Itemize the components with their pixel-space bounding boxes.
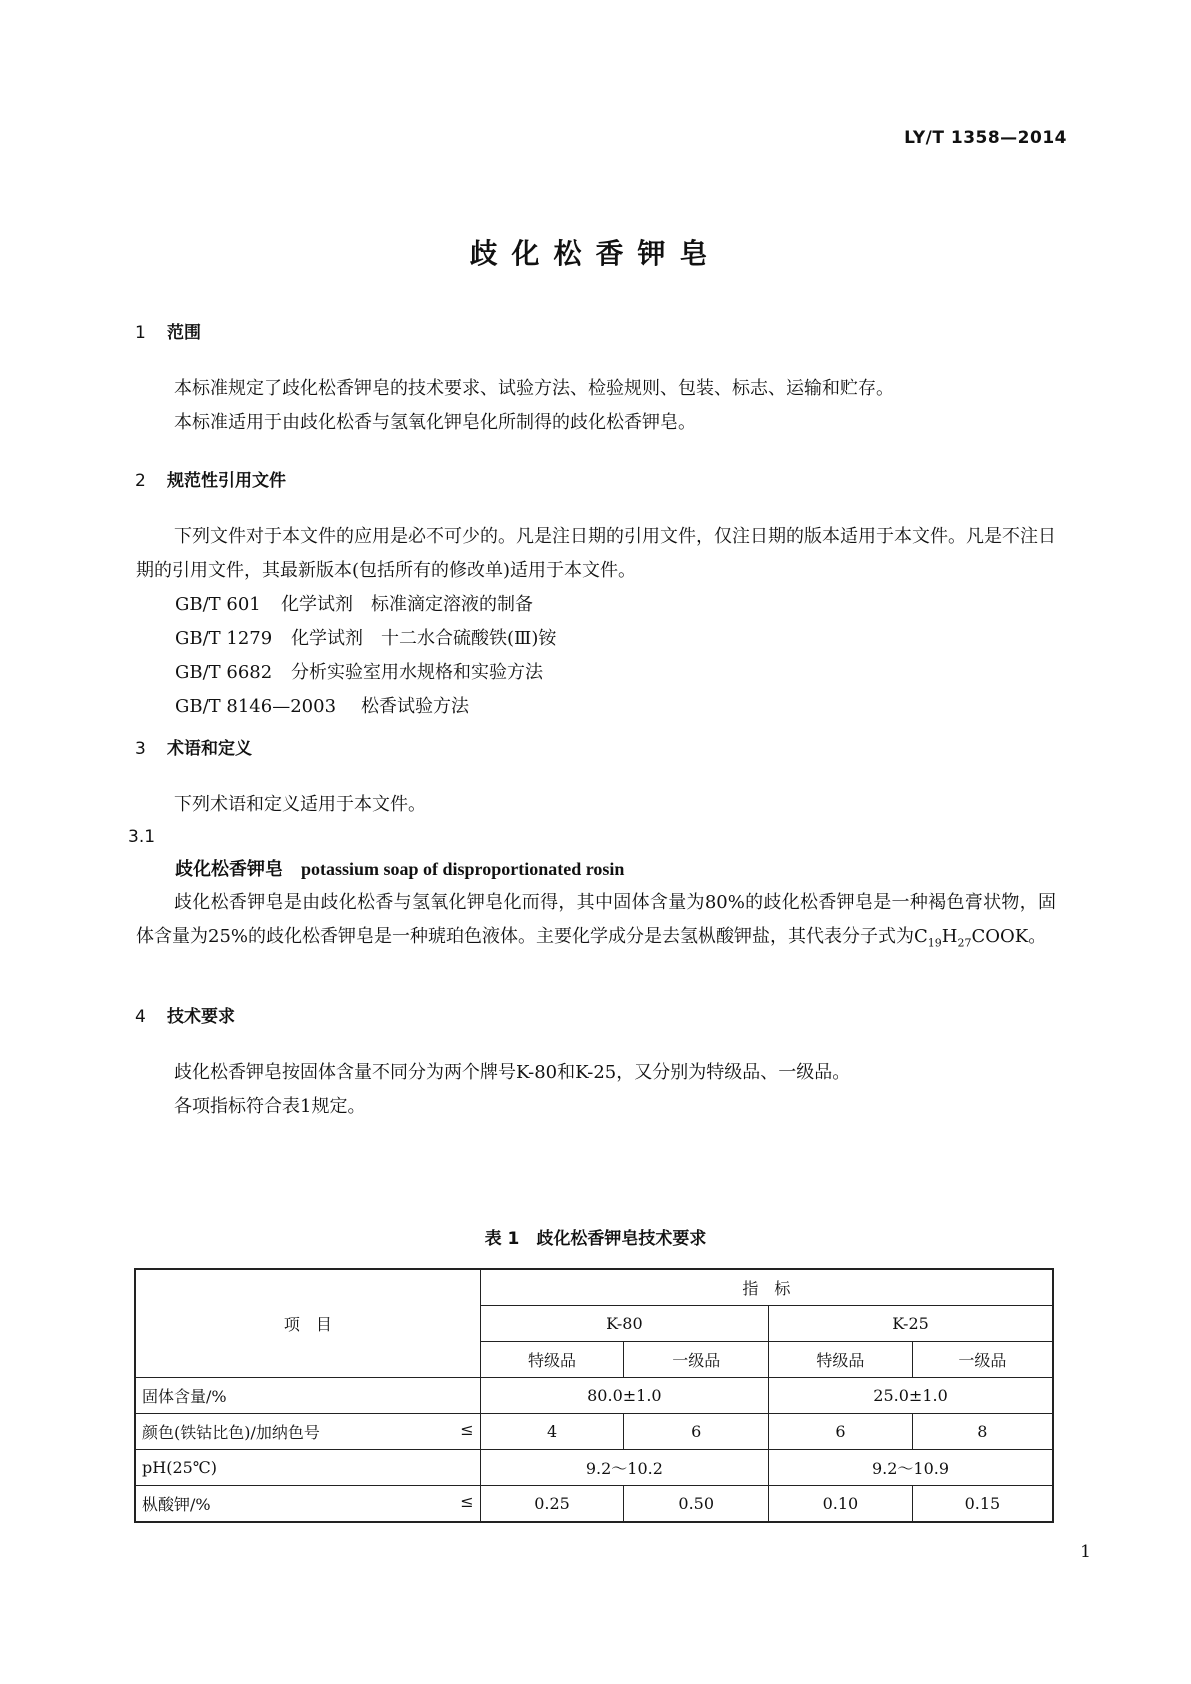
cell-value: 0.10 — [769, 1486, 913, 1523]
section-2-heading — [135, 466, 286, 491]
header-grade: 一级品 — [624, 1342, 769, 1378]
section-2-body — [136, 520, 1056, 588]
reference-item — [175, 690, 556, 724]
section-number: 4 — [135, 1007, 146, 1027]
cell-value: 80.0±1.0 — [480, 1378, 768, 1414]
table-header-row — [135, 1269, 1053, 1306]
term-english: potassium soap of disproportionated rosin — [301, 859, 625, 879]
header-k25: K-25 — [769, 1306, 1053, 1342]
cell-value: 0.25 — [480, 1486, 624, 1523]
paragraph: 下列文件对于本文件的应用是必不可少的。凡是注日期的引用文件，仅注日期的版本适用于本文件。凡是不注日期的引用文件，其最新版本(包括所有的修改单)适用于本文件。 — [136, 526, 1056, 581]
reference-name: 分析实验室用水规格和实验方法 — [291, 662, 543, 683]
paragraph: 各项指标符合表1规定。 — [174, 1096, 366, 1117]
paragraph: 本标准规定了歧化松香钾皂的技术要求、试验方法、检验规则、包装、标志、运输和贮存。 — [174, 378, 894, 399]
section-title: 技术要求 — [167, 1007, 235, 1027]
formula-subscript: 27 — [957, 936, 972, 950]
header-k80: K-80 — [480, 1306, 768, 1342]
header-index: 指 标 — [480, 1269, 1053, 1306]
reference-code: GB/T 8146—2003 — [175, 696, 337, 717]
term-definition — [136, 886, 1056, 961]
leq-symbol: ≤ — [460, 1492, 474, 1511]
row-label: 颜色(铁钴比色)/加纳色号 — [142, 1423, 320, 1442]
section-4-heading — [135, 1002, 235, 1027]
reference-name: 松香试验方法 — [361, 696, 469, 717]
paragraph: 本标准适用于由歧化松香与氢氧化钾皂化所制得的歧化松香钾皂。 — [174, 412, 696, 433]
spec-table — [134, 1268, 1054, 1523]
row-label: pH(25℃) — [135, 1450, 480, 1486]
paragraph: 歧化松香钾皂按固体含量不同分为两个牌号K-80和K-25，又分别为特级品、一级品。 — [174, 1062, 851, 1083]
table-row — [135, 1378, 1053, 1414]
leq-symbol: ≤ — [460, 1420, 474, 1439]
reference-name: 化学试剂 标准滴定溶液的制备 — [281, 594, 533, 615]
section-title: 术语和定义 — [167, 739, 252, 759]
row-label: 枞酸钾/% — [142, 1495, 211, 1514]
definition-text: 歧化松香钾皂是由歧化松香与氢氧化钾皂化而得，其中固体含量为80%的歧化松香钾皂是一种褐色膏状物，固体含量为25%的歧化松香钾皂是一种琥珀色液体。主要化学成分是去氢枞酸钾盐，其代表分子式为C — [136, 892, 1056, 947]
row-label-cell — [135, 1486, 480, 1523]
cell-value: 0.15 — [912, 1486, 1053, 1523]
cell-value: 25.0±1.0 — [769, 1378, 1053, 1414]
term-chinese: 歧化松香钾皂 — [175, 859, 283, 880]
reference-item — [175, 622, 556, 656]
section-1-heading — [135, 318, 201, 343]
section-1-body — [136, 372, 1056, 440]
cell-value: 6 — [769, 1414, 913, 1450]
cell-value: 9.2～10.9 — [769, 1450, 1053, 1486]
cell-value: 8 — [912, 1414, 1053, 1450]
section-3-body — [136, 788, 1056, 822]
section-4-body — [136, 1056, 1056, 1124]
section-number: 2 — [135, 471, 146, 491]
reference-item — [175, 656, 556, 690]
document-title: 歧化松香钾皂 — [469, 237, 722, 270]
reference-name: 化学试剂 十二水合硫酸铁(Ⅲ)铵 — [291, 628, 557, 649]
formula-subscript: 19 — [927, 936, 942, 950]
formula-part: COOK。 — [971, 926, 1047, 947]
section-title: 规范性引用文件 — [167, 471, 286, 491]
page-number: 1 — [1080, 1542, 1091, 1562]
cell-value: 0.50 — [624, 1486, 769, 1523]
section-number: 3 — [135, 739, 146, 759]
header-grade: 特级品 — [769, 1342, 913, 1378]
row-label: 固体含量/% — [135, 1378, 480, 1414]
subclause-number: 3.1 — [128, 827, 156, 847]
term-entry — [175, 852, 624, 887]
reference-code: GB/T 1279 — [175, 628, 273, 649]
reference-code: GB/T 6682 — [175, 662, 273, 683]
reference-list — [175, 588, 556, 724]
table-row — [135, 1486, 1053, 1523]
table-row — [135, 1450, 1053, 1486]
paragraph: 下列术语和定义适用于本文件。 — [174, 794, 426, 815]
standard-code: LY/T 1358—2014 — [904, 128, 1067, 148]
paragraph — [136, 886, 1056, 961]
header-item: 项 目 — [135, 1269, 480, 1378]
cell-value: 9.2～10.2 — [480, 1450, 768, 1486]
section-number: 1 — [135, 323, 146, 343]
cell-value: 4 — [480, 1414, 624, 1450]
header-grade: 一级品 — [912, 1342, 1053, 1378]
cell-value: 6 — [624, 1414, 769, 1450]
reference-code: GB/T 601 — [175, 594, 261, 615]
row-label-cell — [135, 1414, 480, 1450]
table-row — [135, 1414, 1053, 1450]
section-3-heading — [135, 734, 252, 759]
formula-part: H — [941, 926, 958, 947]
header-grade: 特级品 — [480, 1342, 624, 1378]
section-title: 范围 — [167, 323, 201, 343]
table-caption: 表 1 歧化松香钾皂技术要求 — [484, 1229, 707, 1249]
reference-item — [175, 588, 556, 622]
